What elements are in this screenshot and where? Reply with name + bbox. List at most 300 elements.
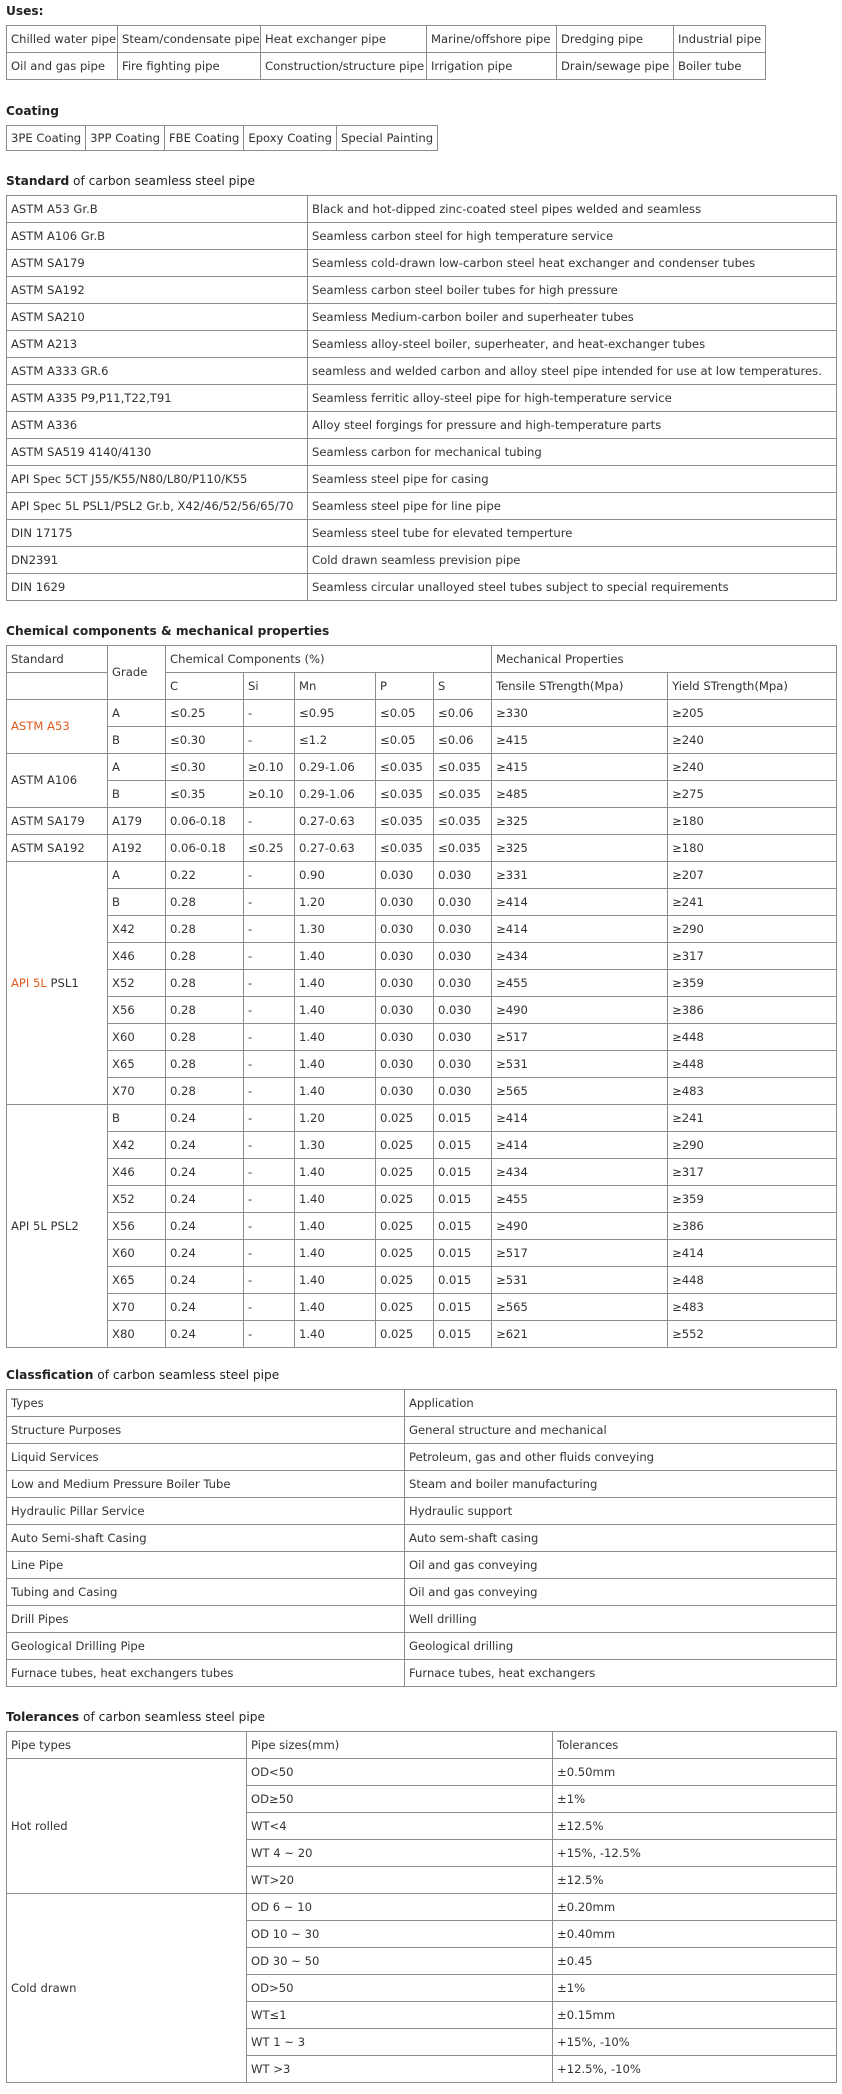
chemical-section [6, 624, 837, 1348]
chemical-s: ≤0.035 [434, 754, 492, 781]
chemical-c: 0.24 [166, 1132, 244, 1159]
chemical-si: - [244, 1321, 295, 1348]
standard-row [7, 331, 837, 358]
chemical-c: ≤0.30 [166, 754, 244, 781]
chemical-mn: 1.40 [295, 970, 376, 997]
classification-type: Liquid Services [7, 1444, 405, 1471]
chemical-p: ≤0.05 [376, 727, 434, 754]
use-item: Industrial pipe [674, 26, 766, 53]
chemical-yield: ≥241 [668, 889, 837, 916]
chemical-s: 0.030 [434, 916, 492, 943]
chemical-grade: X70 [108, 1078, 166, 1105]
standard-name: API 5L PSL2 [11, 1218, 79, 1233]
chemical-yield: ≥414 [668, 1240, 837, 1267]
chemical-c: 0.06-0.18 [166, 835, 244, 862]
chemical-s: 0.030 [434, 970, 492, 997]
standard-description: Seamless cold-drawn low-carbon steel heat exchanger and condenser tubes [308, 250, 837, 277]
chemical-si: ≤0.25 [244, 835, 295, 862]
chemical-row [7, 1240, 837, 1267]
chemical-yield: ≥240 [668, 727, 837, 754]
chemical-mn: 1.40 [295, 1213, 376, 1240]
chemical-tensile: ≥330 [492, 700, 668, 727]
chemical-mn: 1.30 [295, 916, 376, 943]
chemical-grade: A [108, 754, 166, 781]
standard-suffix: PSL1 [46, 975, 79, 990]
chemical-tensile: ≥455 [492, 970, 668, 997]
standard-code: ASTM SA192 [7, 277, 308, 304]
classification-application: Steam and boiler manufacturing [405, 1471, 837, 1498]
chemical-row [7, 1105, 837, 1132]
header-mn: Mn [295, 673, 376, 700]
chemical-p: 0.030 [376, 889, 434, 916]
chemical-si: - [244, 916, 295, 943]
chemical-tensile: ≥485 [492, 781, 668, 808]
chemical-grade: X65 [108, 1267, 166, 1294]
chemical-s: ≤0.035 [434, 835, 492, 862]
chemical-p: ≤0.035 [376, 781, 434, 808]
chemical-tensile: ≥414 [492, 916, 668, 943]
pipe-size: OD≥50 [247, 1786, 553, 1813]
header-tensile: Tensile STrength(Mpa) [492, 673, 668, 700]
chemical-s: 0.015 [434, 1321, 492, 1348]
pipe-size: WT<4 [247, 1813, 553, 1840]
standard-code: ASTM A335 P9,P11,T22,T91 [7, 385, 308, 412]
classification-row [7, 1579, 837, 1606]
chemical-mn: ≤1.2 [295, 727, 376, 754]
chemical-yield: ≥207 [668, 862, 837, 889]
chemical-row [7, 1321, 837, 1348]
chemical-p: 0.030 [376, 970, 434, 997]
chemical-grade: B [108, 727, 166, 754]
pipe-size: OD 6 ~ 10 [247, 1894, 553, 1921]
chemical-s: 0.015 [434, 1186, 492, 1213]
pipe-size: OD>50 [247, 1975, 553, 2002]
chemical-p: ≤0.035 [376, 754, 434, 781]
chemical-row [7, 1051, 837, 1078]
coating-item: FBE Coating [164, 126, 243, 151]
chemical-mn: 1.40 [295, 1078, 376, 1105]
classification-type: Auto Semi-shaft Casing [7, 1525, 405, 1552]
standard-row [7, 223, 837, 250]
standard-description: seamless and welded carbon and alloy steel pipe intended for use at low temperatures. [308, 358, 837, 385]
chemical-s: 0.015 [434, 1105, 492, 1132]
chemical-s: 0.015 [434, 1294, 492, 1321]
standard-description: Alloy steel forgings for pressure and high-temperature parts [308, 412, 837, 439]
chemical-c: 0.28 [166, 997, 244, 1024]
chemical-s: 0.030 [434, 862, 492, 889]
coating-title: Coating [6, 104, 59, 118]
chemical-grade: X60 [108, 1240, 166, 1267]
coating-item: 3PP Coating [86, 126, 165, 151]
standard-code: DIN 1629 [7, 574, 308, 601]
header-c: C [166, 673, 244, 700]
uses-row [7, 53, 766, 80]
chemical-c: 0.24 [166, 1213, 244, 1240]
chemical-p: 0.025 [376, 1186, 434, 1213]
classification-row [7, 1471, 837, 1498]
header-types: Types [7, 1390, 405, 1417]
standard-description: Seamless ferritic alloy-steel pipe for high-temperature service [308, 385, 837, 412]
chemical-mn: 0.29-1.06 [295, 754, 376, 781]
chemical-yield: ≥290 [668, 1132, 837, 1159]
chemical-row [7, 1159, 837, 1186]
chemical-p: 0.030 [376, 1051, 434, 1078]
chemical-yield: ≥317 [668, 1159, 837, 1186]
chemical-yield: ≥275 [668, 781, 837, 808]
standard-code: ASTM A53 Gr.B [7, 196, 308, 223]
use-item: Steam/condensate pipe [118, 26, 261, 53]
chemical-grade: X56 [108, 997, 166, 1024]
tolerance-value: ±12.5% [553, 1867, 837, 1894]
classification-row [7, 1525, 837, 1552]
chemical-s: 0.030 [434, 889, 492, 916]
classification-table [6, 1389, 837, 1687]
standard-title: Standard of carbon seamless steel pipe [6, 174, 256, 188]
pipe-size: OD 30 ~ 50 [247, 1948, 553, 1975]
chemical-c: 0.28 [166, 1051, 244, 1078]
chemical-tensile: ≥415 [492, 754, 668, 781]
chemical-mn: 1.40 [295, 1267, 376, 1294]
chemical-tensile: ≥434 [492, 943, 668, 970]
standard-table [6, 195, 837, 601]
chemical-c: ≤0.30 [166, 727, 244, 754]
classification-type: Tubing and Casing [7, 1579, 405, 1606]
classification-type: Hydraulic Pillar Service [7, 1498, 405, 1525]
tolerances-row [7, 1759, 837, 1786]
chemical-si: - [244, 700, 295, 727]
standard-code: ASTM SA519 4140/4130 [7, 439, 308, 466]
standard-code: ASTM A106 Gr.B [7, 223, 308, 250]
chemical-si: - [244, 970, 295, 997]
chemical-yield: ≥448 [668, 1051, 837, 1078]
chemical-mn: 1.30 [295, 1132, 376, 1159]
chemical-si: - [244, 1159, 295, 1186]
chemical-row [7, 943, 837, 970]
standard-row [7, 466, 837, 493]
chemical-yield: ≥240 [668, 754, 837, 781]
chemical-grade: X46 [108, 943, 166, 970]
chemical-c: 0.06-0.18 [166, 808, 244, 835]
chemical-s: 0.015 [434, 1213, 492, 1240]
use-item: Construction/structure pipe [261, 53, 427, 80]
header-s: S [434, 673, 492, 700]
chemical-mn: 0.27-0.63 [295, 808, 376, 835]
chemical-grade: B [108, 1105, 166, 1132]
standard-name: ASTM SA192 [11, 840, 85, 855]
chemical-row [7, 1186, 837, 1213]
classification-row [7, 1606, 837, 1633]
chemical-grade: X46 [108, 1159, 166, 1186]
chemical-c: 0.24 [166, 1105, 244, 1132]
classification-section [6, 1368, 837, 1687]
chemical-s: ≤0.06 [434, 727, 492, 754]
chemical-si: - [244, 1213, 295, 1240]
chemical-grade: X56 [108, 1213, 166, 1240]
tolerances-title: Tolerances of carbon seamless steel pipe [6, 1710, 266, 1724]
header-yield: Yield STrength(Mpa) [668, 673, 837, 700]
standard-code: ASTM SA210 [7, 304, 308, 331]
chemical-row [7, 997, 837, 1024]
standard-row [7, 250, 837, 277]
chemical-p: ≤0.05 [376, 700, 434, 727]
classification-row [7, 1552, 837, 1579]
standard-row [7, 358, 837, 385]
classification-title: Classfication of carbon seamless steel pipe [6, 1368, 280, 1382]
chemical-s: 0.030 [434, 1078, 492, 1105]
chemical-s: 0.015 [434, 1132, 492, 1159]
pipe-size: WT >3 [247, 2056, 553, 2083]
tolerance-value: +12.5%, -10% [553, 2056, 837, 2083]
standard-row [7, 520, 837, 547]
standard-description: Seamless carbon steel boiler tubes for high pressure [308, 277, 837, 304]
chemical-grade: X52 [108, 1186, 166, 1213]
coating-item: 3PE Coating [7, 126, 86, 151]
use-item: Drain/sewage pipe [557, 53, 674, 80]
chemical-yield: ≥359 [668, 970, 837, 997]
header-mech-properties: Mechanical Properties [492, 646, 837, 673]
chemical-mn: 1.40 [295, 997, 376, 1024]
chemical-grade: X60 [108, 1024, 166, 1051]
chemical-row [7, 889, 837, 916]
classification-type: Drill Pipes [7, 1606, 405, 1633]
use-item: Marine/offshore pipe [427, 26, 557, 53]
chemical-si: - [244, 943, 295, 970]
standard-description: Seamless circular unalloyed steel tubes subject to special requirements [308, 574, 837, 601]
standard-name: ASTM SA179 [11, 813, 85, 828]
chemical-si: - [244, 727, 295, 754]
chemical-p: 0.025 [376, 1294, 434, 1321]
chemical-s: ≤0.06 [434, 700, 492, 727]
coating-item: Epoxy Coating [244, 126, 337, 151]
chemical-yield: ≥241 [668, 1105, 837, 1132]
chemical-mn: 1.40 [295, 1159, 376, 1186]
header-standard: Standard [7, 646, 108, 673]
chemical-mn: 0.27-0.63 [295, 835, 376, 862]
pipe-type: Hot rolled [7, 1759, 247, 1894]
use-item: Fire fighting pipe [118, 53, 261, 80]
chemical-mn: 1.40 [295, 1186, 376, 1213]
chemical-c: 0.28 [166, 1078, 244, 1105]
chemical-yield: ≥290 [668, 916, 837, 943]
tolerance-value: ±0.50mm [553, 1759, 837, 1786]
chemical-tensile: ≥490 [492, 997, 668, 1024]
tolerances-table [6, 1731, 837, 2083]
chemical-c: 0.28 [166, 916, 244, 943]
chemical-s: 0.030 [434, 943, 492, 970]
header-grade: Grade [108, 646, 166, 700]
standard-code: ASTM SA179 [7, 250, 308, 277]
standard-row [7, 277, 837, 304]
use-item: Oil and gas pipe [7, 53, 118, 80]
tolerance-value: ±0.20mm [553, 1894, 837, 1921]
standard-row [7, 385, 837, 412]
pipe-type: Cold drawn [7, 1894, 247, 2083]
chemical-tensile: ≥414 [492, 1132, 668, 1159]
header-chem-components: Chemical Components (%) [166, 646, 492, 673]
chemical-si: - [244, 997, 295, 1024]
pipe-size: WT≤1 [247, 2002, 553, 2029]
chemical-grade: A179 [108, 808, 166, 835]
uses-title: Uses: [6, 4, 44, 18]
chemical-c: 0.28 [166, 1024, 244, 1051]
chemical-c: 0.24 [166, 1267, 244, 1294]
chemical-c: 0.24 [166, 1186, 244, 1213]
tolerance-value: ±0.40mm [553, 1921, 837, 1948]
chemical-tensile: ≥490 [492, 1213, 668, 1240]
standard-row [7, 439, 837, 466]
chemical-row [7, 808, 837, 835]
tolerances-row [7, 1894, 837, 1921]
tolerance-value: +15%, -10% [553, 2029, 837, 2056]
chemical-yield: ≥180 [668, 835, 837, 862]
chemical-yield: ≥448 [668, 1024, 837, 1051]
chemical-table [6, 645, 837, 1348]
chemical-si: - [244, 862, 295, 889]
chemical-p: 0.030 [376, 862, 434, 889]
chemical-tensile: ≥325 [492, 835, 668, 862]
chemical-p: 0.030 [376, 916, 434, 943]
chemical-mn: ≤0.95 [295, 700, 376, 727]
coating-row [7, 126, 438, 151]
chemical-p: 0.025 [376, 1132, 434, 1159]
chemical-si: - [244, 1024, 295, 1051]
chemical-p: 0.030 [376, 943, 434, 970]
chemical-grade: B [108, 781, 166, 808]
tolerances-section [6, 1710, 837, 2083]
chemical-p: 0.025 [376, 1240, 434, 1267]
chemical-mn: 1.40 [295, 1024, 376, 1051]
chemical-yield: ≥483 [668, 1078, 837, 1105]
pipe-size: WT>20 [247, 1867, 553, 1894]
standard-code: DIN 17175 [7, 520, 308, 547]
chemical-tensile: ≥434 [492, 1159, 668, 1186]
tolerance-value: ±12.5% [553, 1813, 837, 1840]
classification-application: Oil and gas conveying [405, 1579, 837, 1606]
classification-application: Petroleum, gas and other fluids conveying [405, 1444, 837, 1471]
chemical-tensile: ≥325 [492, 808, 668, 835]
chemical-standard [7, 754, 108, 808]
chemical-si: - [244, 889, 295, 916]
classification-row [7, 1498, 837, 1525]
standard-code: API Spec 5CT J55/K55/N80/L80/P110/K55 [7, 466, 308, 493]
chemical-si: - [244, 1105, 295, 1132]
chemical-si: - [244, 1186, 295, 1213]
use-item: Boiler tube [674, 53, 766, 80]
chemical-c: 0.28 [166, 943, 244, 970]
chemical-mn: 0.90 [295, 862, 376, 889]
classification-type: Geological Drilling Pipe [7, 1633, 405, 1660]
chemical-yield: ≥317 [668, 943, 837, 970]
chemical-tensile: ≥415 [492, 727, 668, 754]
chemical-p: ≤0.035 [376, 808, 434, 835]
chemical-row [7, 1294, 837, 1321]
chemical-tensile: ≥331 [492, 862, 668, 889]
chemical-mn: 1.40 [295, 1051, 376, 1078]
chemical-grade: X70 [108, 1294, 166, 1321]
coating-table [6, 125, 438, 151]
chemical-grade: A192 [108, 835, 166, 862]
tolerance-value: ±0.45 [553, 1948, 837, 1975]
chemical-yield: ≥205 [668, 700, 837, 727]
chemical-s: ≤0.035 [434, 781, 492, 808]
chemical-si: - [244, 1240, 295, 1267]
tolerances-header-row [7, 1732, 837, 1759]
tolerance-value: ±1% [553, 1786, 837, 1813]
chemical-row [7, 781, 837, 808]
pipe-size: OD<50 [247, 1759, 553, 1786]
standard-name: ASTM A53 [11, 719, 70, 733]
chemical-mn: 1.40 [295, 943, 376, 970]
classification-application: Furnace tubes, heat exchangers [405, 1660, 837, 1687]
chemical-c: 0.24 [166, 1240, 244, 1267]
chemical-mn: 1.40 [295, 1321, 376, 1348]
standard-description: Seamless Medium-carbon boiler and superheater tubes [308, 304, 837, 331]
chemical-p: 0.025 [376, 1267, 434, 1294]
chemical-c: 0.28 [166, 970, 244, 997]
chemical-mn: 1.20 [295, 1105, 376, 1132]
chemical-tensile: ≥517 [492, 1024, 668, 1051]
chemical-tensile: ≥531 [492, 1051, 668, 1078]
classification-row [7, 1417, 837, 1444]
chemical-grade: X65 [108, 1051, 166, 1078]
chemical-p: 0.030 [376, 1078, 434, 1105]
chemical-c: 0.24 [166, 1321, 244, 1348]
chemical-tensile: ≥517 [492, 1240, 668, 1267]
standard-description: Seamless carbon steel for high temperature service [308, 223, 837, 250]
classification-application: General structure and mechanical [405, 1417, 837, 1444]
standard-code: ASTM A213 [7, 331, 308, 358]
chemical-p: ≤0.035 [376, 835, 434, 862]
standard-name: API 5L [11, 975, 47, 990]
chemical-p: 0.025 [376, 1321, 434, 1348]
chemical-yield: ≥359 [668, 1186, 837, 1213]
use-item: Dredging pipe [557, 26, 674, 53]
standard-code: DN2391 [7, 547, 308, 574]
standard-row [7, 412, 837, 439]
chemical-row [7, 1213, 837, 1240]
pipe-size: WT 4 ~ 20 [247, 1840, 553, 1867]
chemical-row [7, 727, 837, 754]
chemical-grade: A [108, 862, 166, 889]
chemical-yield: ≥483 [668, 1294, 837, 1321]
chemical-grade: X42 [108, 1132, 166, 1159]
chemical-yield: ≥386 [668, 1213, 837, 1240]
chemical-standard [7, 700, 108, 754]
chemical-c: 0.24 [166, 1159, 244, 1186]
header-pipe-types: Pipe types [7, 1732, 247, 1759]
classification-row [7, 1633, 837, 1660]
pipe-size: OD 10 ~ 30 [247, 1921, 553, 1948]
chemical-p: 0.030 [376, 997, 434, 1024]
chemical-mn: 0.29-1.06 [295, 781, 376, 808]
classification-type: Structure Purposes [7, 1417, 405, 1444]
chemical-tensile: ≥531 [492, 1267, 668, 1294]
chemical-row [7, 1078, 837, 1105]
chemical-tensile: ≥565 [492, 1294, 668, 1321]
chemical-row [7, 970, 837, 997]
classification-type: Low and Medium Pressure Boiler Tube [7, 1471, 405, 1498]
standard-row [7, 547, 837, 574]
chemical-s: 0.030 [434, 1024, 492, 1051]
standard-row [7, 574, 837, 601]
standard-description: Seamless steel tube for elevated temperture [308, 520, 837, 547]
standard-row [7, 196, 837, 223]
classification-application: Oil and gas conveying [405, 1552, 837, 1579]
classification-header-row [7, 1390, 837, 1417]
chemical-p: 0.025 [376, 1159, 434, 1186]
standard-section [6, 174, 837, 601]
chemical-row [7, 1267, 837, 1294]
